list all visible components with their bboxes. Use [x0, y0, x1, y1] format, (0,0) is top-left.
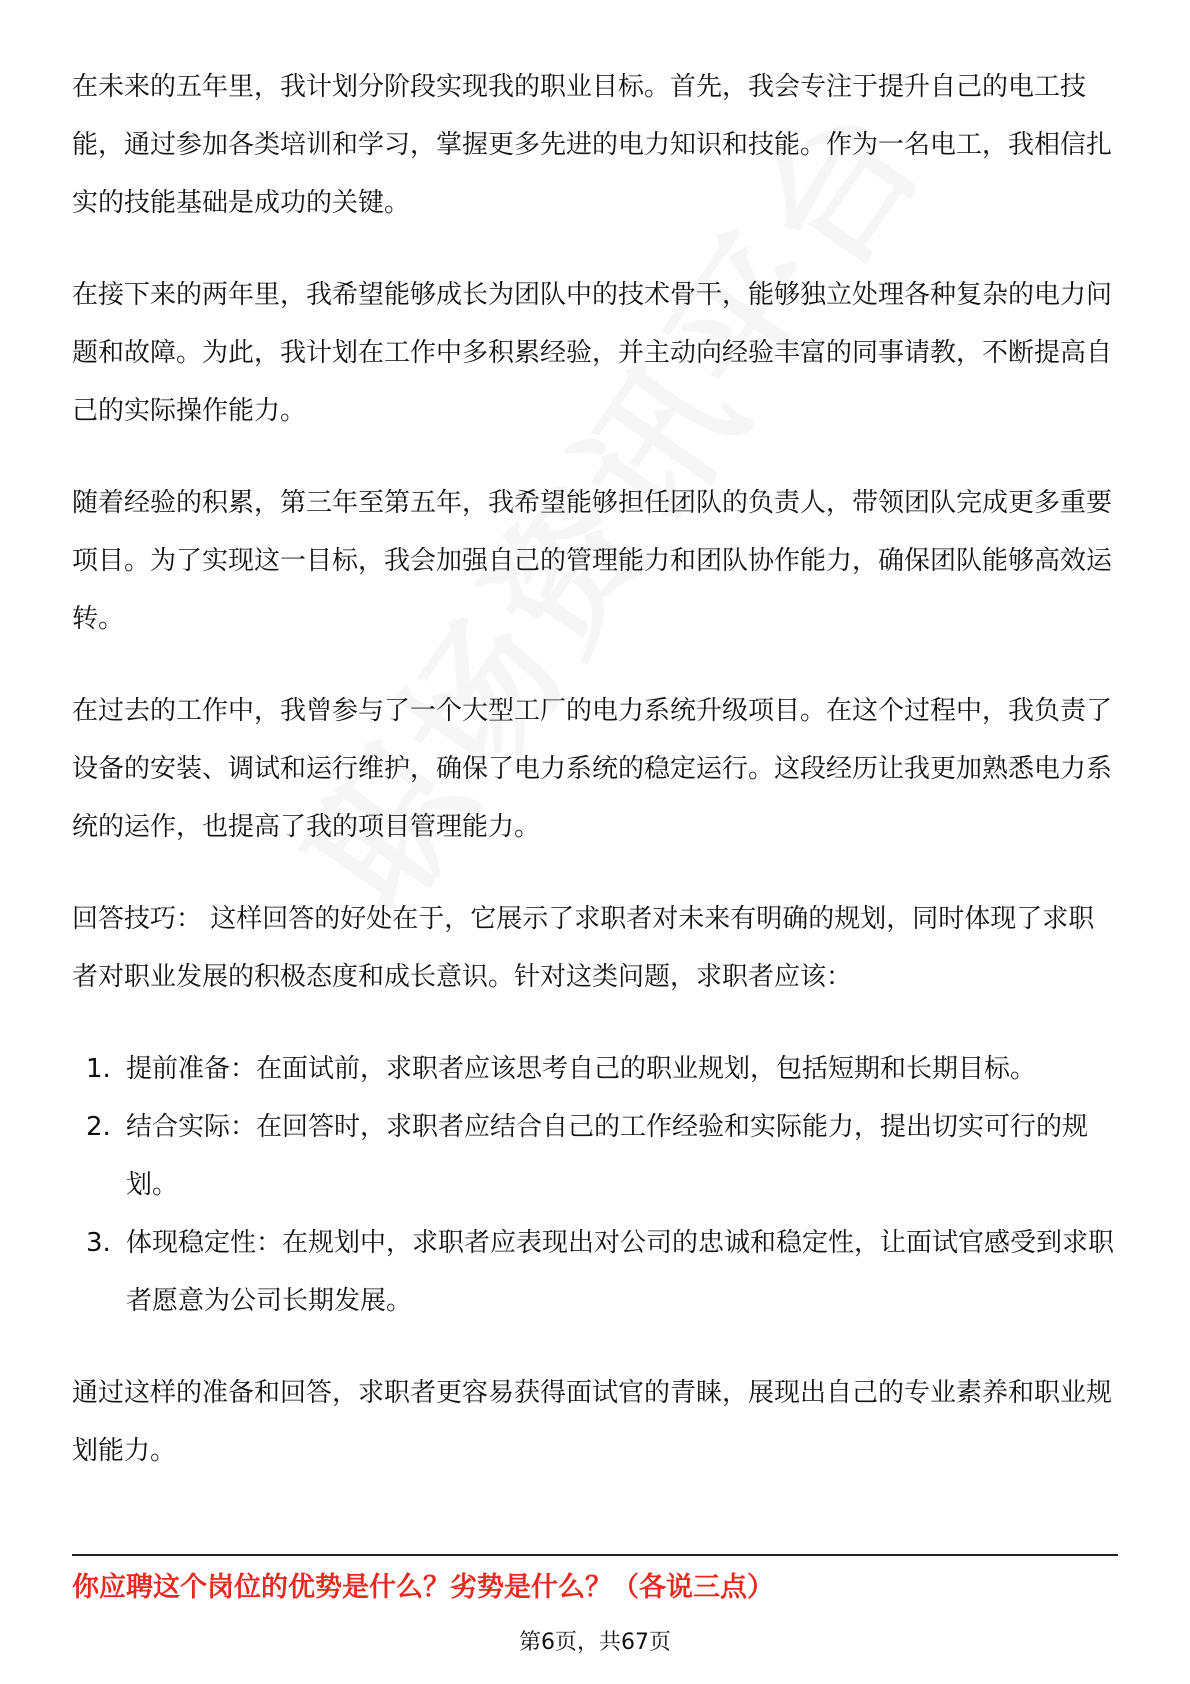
list-item-text: 提前准备：在面试前，求职者应该思考自己的职业规划，包括短期和长期目标。 — [126, 1054, 1037, 1084]
paragraph-leadership-plan: 随着经验的积累，第三年至第五年，我希望能够担任团队的负责人，带领团队完成更多重要项目。为了实现这一目标，我会加强自己的管理能力和团队协作能力，确保团队能够高效运转。 — [72, 488, 1113, 634]
paragraph-answer-tips: 回答技巧： 这样回答的好处在于，它展示了求职者对未来有明确的规划，同时体现了求职者对职业发展的积极态度和成长意识。针对这类问题，求职者应该： — [72, 904, 1095, 992]
list-item — [72, 1098, 1118, 1214]
paragraph-conclusion: 通过这样的准备和回答，求职者更容易获得面试官的青睐，展现出自己的专业素养和职业规划能力。 — [72, 1378, 1113, 1466]
tips-list — [72, 1040, 1118, 1330]
list-item-number: 1. — [86, 1054, 111, 1084]
list-item-number: 3. — [86, 1228, 111, 1258]
list-item-text: 结合实际：在回答时，求职者应结合自己的工作经验和实际能力，提出切实可行的规划。 — [126, 1112, 1089, 1200]
list-item-text: 体现稳定性：在规划中，求职者应表现出对公司的忠诚和稳定性，让面试官感受到求职者愿意为公司长期发展。 — [126, 1228, 1115, 1316]
list-item-number: 2. — [86, 1112, 111, 1142]
answer-content — [72, 58, 1118, 1514]
list-item — [72, 1040, 1118, 1098]
section-divider — [72, 1554, 1118, 1556]
paragraph-two-year-plan: 在接下来的两年里，我希望能够成长为团队中的技术骨干，能够独立处理各种复杂的电力问题和故障。为此，我计划在工作中多积累经验，并主动向经验丰富的同事请教，不断提高自己的实际操作能力。 — [72, 280, 1113, 426]
next-question-heading: 你应聘这个岗位的优势是什么？劣势是什么？（各说三点） — [72, 1572, 774, 1603]
paragraph-five-year-plan: 在未来的五年里，我计划分阶段实现我的职业目标。首先，我会专注于提升自己的电工技能，通过参加各类培训和学习，掌握更多先进的电力知识和技能。作为一名电工，我相信扎实的技能基础是成功的关键。 — [72, 72, 1113, 218]
paragraph-past-experience: 在过去的工作中，我曾参与了一个大型工厂的电力系统升级项目。在这个过程中，我负责了设备的安装、调试和运行维护，确保了电力系统的稳定运行。这段经历让我更加熟悉电力系统的运作，也提高了我的项目管理能力。 — [72, 696, 1113, 842]
page-number: 第6页，共67页 — [519, 1630, 671, 1655]
list-item — [72, 1214, 1118, 1330]
